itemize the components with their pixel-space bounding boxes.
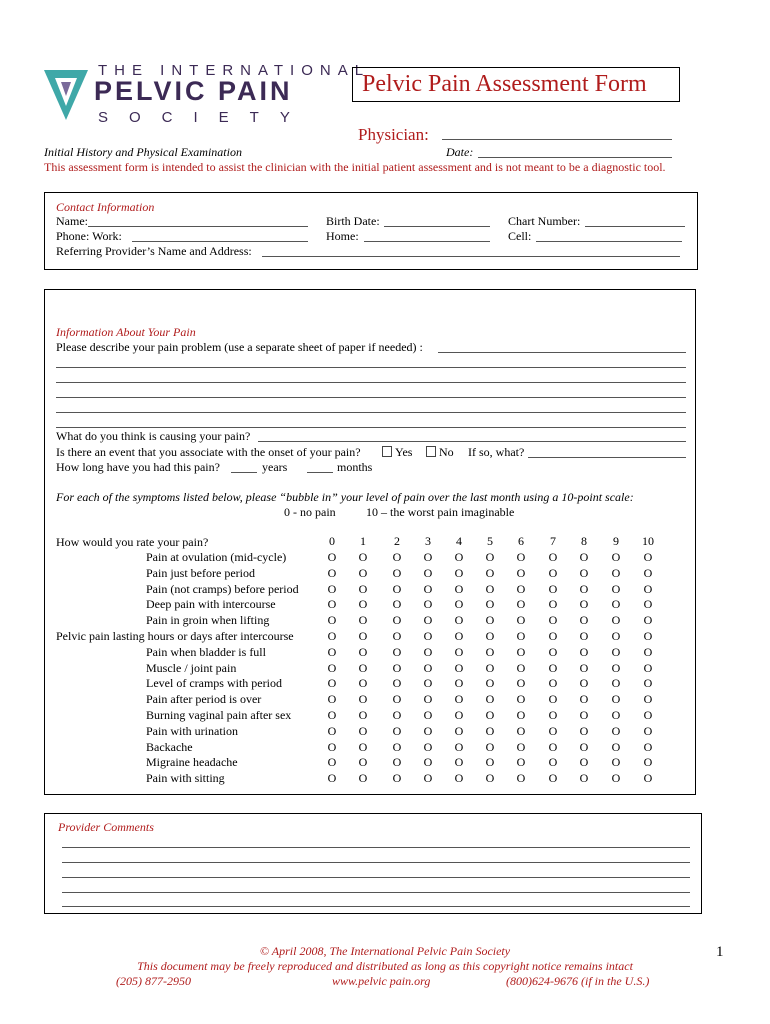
symptom-label: Level of cramps with period (146, 676, 282, 691)
scale-number: 2 (394, 534, 400, 548)
pain-level-bubble[interactable]: O (611, 565, 621, 580)
pain-level-bubble[interactable]: O (516, 676, 526, 691)
pain-level-bubble[interactable]: O (516, 723, 526, 738)
pain-level-bubble[interactable]: O (358, 676, 368, 691)
pain-level-bubble[interactable]: O (392, 755, 402, 770)
pain-level-bubble[interactable]: O (516, 565, 526, 580)
pain-level-bubble[interactable]: O (392, 644, 402, 659)
footer-copyright: © April 2008, The International Pelvic Pain Society (259, 944, 511, 958)
pain-level-bubble[interactable]: O (423, 723, 433, 738)
no-label: No (439, 445, 454, 459)
pain-level-bubble[interactable]: O (548, 550, 558, 564)
chart-number-label: Chart Number: (508, 214, 581, 228)
pain-level-bubble[interactable]: O (327, 644, 337, 659)
logo-line-3: SOCIETY (98, 109, 311, 126)
pain-level-bubble[interactable]: O (454, 723, 464, 738)
pain-level-bubble[interactable]: O (516, 692, 526, 707)
pain-level-bubble[interactable]: O (516, 613, 526, 628)
pain-level-bubble[interactable]: O (579, 739, 589, 754)
if-so-label: If so, what? (468, 445, 525, 459)
pain-level-bubble[interactable]: O (358, 739, 368, 754)
pain-level-bubble[interactable]: O (423, 629, 433, 643)
pain-level-bubble[interactable]: O (643, 723, 653, 738)
contact-heading: Contact Information (56, 200, 155, 214)
pain-level-bubble[interactable]: O (454, 739, 464, 754)
pain-level-bubble[interactable]: O (611, 613, 621, 628)
pain-level-bubble[interactable]: O (454, 565, 464, 580)
years-field[interactable] (231, 472, 257, 473)
scale-number: 8 (581, 534, 587, 548)
pain-level-bubble[interactable]: O (485, 660, 495, 675)
pain-level-bubble[interactable]: O (611, 739, 621, 754)
pain-level-bubble[interactable]: O (454, 581, 464, 596)
subheading: Initial History and Physical Examination (44, 145, 242, 159)
pain-level-bubble[interactable]: O (516, 581, 526, 596)
pain-level-bubble[interactable]: O (611, 597, 621, 612)
pain-level-bubble[interactable]: O (392, 550, 402, 564)
page-number: 1 (716, 944, 724, 960)
symptom-label: Pain (not cramps) before period (146, 581, 299, 596)
pain-level-bubble[interactable]: O (643, 660, 653, 675)
pain-level-bubble[interactable]: O (327, 660, 337, 675)
pain-level-bubble[interactable]: O (327, 739, 337, 754)
phone-work-field[interactable] (132, 241, 308, 242)
cause-label: What do you think is causing your pain? (56, 429, 251, 443)
scale-number: 6 (518, 534, 524, 548)
birth-date-field[interactable] (384, 226, 490, 227)
yes-option[interactable] (382, 445, 412, 460)
pain-level-bubble[interactable]: O (643, 676, 653, 691)
cause-field[interactable] (258, 441, 686, 442)
pain-level-bubble[interactable]: O (358, 550, 368, 564)
scale-number: 9 (613, 534, 619, 548)
pain-level-bubble[interactable]: O (327, 708, 337, 722)
pain-level-bubble[interactable]: O (392, 613, 402, 628)
symptom-label: Backache (146, 739, 193, 754)
pain-level-bubble[interactable]: O (454, 629, 464, 643)
pain-level-bubble[interactable]: O (485, 629, 495, 643)
months-field[interactable] (307, 472, 333, 473)
symptom-label: Pelvic pain lasting hours or days after intercourse (56, 629, 294, 643)
pain-level-bubble[interactable]: O (579, 771, 589, 786)
yes-label: Yes (395, 445, 413, 459)
pain-level-bubble[interactable]: O (579, 692, 589, 707)
pain-level-bubble[interactable]: O (327, 771, 337, 786)
pain-level-bubble[interactable]: O (358, 755, 368, 770)
pain-level-bubble[interactable]: O (423, 771, 433, 786)
pain-level-bubble[interactable]: O (485, 692, 495, 707)
pain-level-bubble[interactable]: O (358, 629, 368, 643)
scale-number: 3 (425, 534, 431, 548)
describe-field[interactable] (438, 352, 686, 353)
pain-level-bubble[interactable]: O (454, 660, 464, 675)
pain-level-bubble[interactable]: O (327, 629, 337, 643)
pain-level-bubble[interactable]: O (579, 613, 589, 628)
pain-level-bubble[interactable]: O (454, 597, 464, 612)
pain-level-bubble[interactable]: O (423, 660, 433, 675)
provider-comment-line[interactable] (62, 906, 690, 907)
no-option[interactable] (426, 445, 454, 460)
pain-level-bubble[interactable]: O (548, 739, 558, 754)
pain-level-bubble[interactable]: O (392, 597, 402, 612)
symptom-label: Deep pain with intercourse (146, 597, 276, 612)
pain-level-bubble[interactable]: O (358, 581, 368, 596)
pain-level-bubble[interactable]: O (327, 676, 337, 691)
name-field[interactable] (88, 226, 308, 227)
pain-level-bubble[interactable]: O (548, 565, 558, 580)
pain-level-bubble[interactable]: O (611, 644, 621, 659)
name-label: Name: (56, 214, 88, 228)
pain-level-bubble[interactable]: O (548, 676, 558, 691)
pain-level-bubble[interactable]: O (579, 723, 589, 738)
pain-level-bubble[interactable]: O (548, 581, 558, 596)
pain-level-bubble[interactable]: O (643, 771, 653, 786)
pain-level-bubble[interactable]: O (392, 660, 402, 675)
pain-level-bubble[interactable]: O (516, 708, 526, 722)
provider-comment-line[interactable] (62, 847, 690, 848)
scale-number: 0 (329, 534, 335, 548)
pain-level-bubble[interactable]: O (485, 597, 495, 612)
pain-level-bubble[interactable]: O (423, 597, 433, 612)
pain-heading: Information About Your Pain (56, 325, 196, 339)
pain-level-bubble[interactable]: O (454, 692, 464, 707)
pain-level-bubble[interactable]: O (643, 629, 653, 643)
pain-level-bubble[interactable]: O (327, 755, 337, 770)
pain-level-bubble[interactable]: O (392, 771, 402, 786)
pain-level-bubble[interactable]: O (423, 692, 433, 707)
pain-level-bubble[interactable]: O (548, 629, 558, 643)
pain-level-bubble[interactable]: O (485, 613, 495, 628)
pain-level-bubble[interactable]: O (643, 597, 653, 612)
if-so-field[interactable] (528, 457, 686, 458)
home-label: Home: (326, 229, 359, 243)
pain-level-bubble[interactable]: O (327, 597, 337, 612)
referring-field[interactable] (262, 256, 680, 257)
phone-work-label: Phone: Work: (56, 229, 122, 243)
describe-line[interactable] (56, 427, 686, 428)
pain-level-bubble[interactable]: O (485, 676, 495, 691)
pain-level-bubble[interactable]: O (454, 613, 464, 628)
pain-level-bubble[interactable]: O (548, 708, 558, 722)
describe-line[interactable] (56, 397, 686, 398)
pain-level-bubble[interactable]: O (579, 629, 589, 643)
date-label: Date: (446, 145, 474, 159)
pain-level-bubble[interactable]: O (548, 644, 558, 659)
symptom-label: Pain in groin when lifting (146, 613, 270, 628)
home-field[interactable] (364, 241, 490, 242)
pain-level-bubble[interactable]: O (485, 755, 495, 770)
pain-level-bubble[interactable]: O (579, 708, 589, 722)
pain-level-bubble[interactable]: O (327, 565, 337, 580)
months-label: months (337, 460, 373, 474)
pain-level-bubble[interactable]: O (423, 739, 433, 754)
pain-level-bubble[interactable]: O (392, 723, 402, 738)
pain-level-bubble[interactable]: O (643, 565, 653, 580)
chart-number-field[interactable] (585, 226, 685, 227)
pain-level-bubble[interactable]: O (454, 644, 464, 659)
describe-line[interactable] (56, 382, 686, 383)
pain-level-bubble[interactable]: O (358, 771, 368, 786)
pain-level-bubble[interactable]: O (392, 581, 402, 596)
pain-level-bubble[interactable]: O (327, 613, 337, 628)
scale-number: 4 (456, 534, 462, 548)
footer-website[interactable]: www.pelvic pain.org (332, 974, 431, 988)
pain-level-bubble[interactable]: O (611, 676, 621, 691)
pain-level-bubble[interactable]: O (579, 565, 589, 580)
pain-level-bubble[interactable]: O (611, 708, 621, 722)
describe-label: Please describe your pain problem (use a separate sheet of paper if needed) : (56, 340, 423, 354)
scale-number: 1 (360, 534, 366, 548)
symptom-label: Migraine headache (146, 755, 238, 770)
page-title: Pelvic Pain Assessment Form (362, 71, 647, 97)
footer-phone-2: (800)624-9676 (if in the U.S.) (506, 974, 650, 988)
provider-comment-line[interactable] (62, 892, 690, 893)
pain-level-bubble[interactable]: O (579, 550, 589, 564)
logo-line-2: PELVIC PAIN (94, 76, 293, 106)
pain-level-bubble[interactable]: O (611, 581, 621, 596)
pain-level-bubble[interactable]: O (611, 660, 621, 675)
pain-level-bubble[interactable]: O (643, 692, 653, 707)
pain-level-bubble[interactable]: O (643, 644, 653, 659)
pain-level-bubble[interactable]: O (643, 550, 653, 564)
pain-level-bubble[interactable]: O (327, 723, 337, 738)
pain-level-bubble[interactable]: O (454, 708, 464, 722)
pain-level-bubble[interactable]: O (548, 755, 558, 770)
pain-level-bubble[interactable]: O (485, 708, 495, 722)
pain-level-bubble[interactable]: O (643, 708, 653, 722)
physician-label: Physician: (358, 125, 429, 144)
pain-level-bubble[interactable]: O (548, 613, 558, 628)
pain-level-bubble[interactable]: O (358, 644, 368, 659)
pain-level-bubble[interactable]: O (327, 581, 337, 596)
pain-level-bubble[interactable]: O (358, 597, 368, 612)
symptom-label: Pain with sitting (146, 771, 225, 786)
years-label: years (262, 460, 288, 474)
pain-level-bubble[interactable]: O (392, 629, 402, 643)
pain-level-bubble[interactable]: O (516, 771, 526, 786)
pain-level-bubble[interactable]: O (516, 629, 526, 643)
pain-level-bubble[interactable]: O (327, 692, 337, 707)
scale-instructions: For each of the symptoms listed below, please “bubble in” your level of pain over the last month using a 10-point scale: (56, 490, 634, 504)
pain-level-bubble[interactable]: O (579, 755, 589, 770)
scale-legend-high: 10 – the worst pain imaginable (366, 505, 515, 519)
pain-level-bubble[interactable]: O (579, 644, 589, 659)
pain-level-bubble[interactable]: O (392, 708, 402, 722)
footer-phone-1: (205) 877-2950 (116, 974, 191, 988)
event-question: Is there an event that you associate with the onset of your pain? (56, 445, 361, 459)
pain-level-bubble[interactable]: O (548, 692, 558, 707)
no-checkbox[interactable] (426, 446, 436, 457)
pain-level-bubble[interactable]: O (358, 708, 368, 722)
scale-number: 5 (487, 534, 493, 548)
pain-level-bubble[interactable]: O (454, 771, 464, 786)
symptom-label: Pain just before period (146, 565, 255, 580)
pain-level-bubble[interactable]: O (423, 581, 433, 596)
pain-level-bubble[interactable]: O (611, 723, 621, 738)
birth-date-label: Birth Date: (326, 214, 380, 228)
footer-notice: This document may be freely reproduced and distributed as long as this copyright notice remains intact (137, 959, 633, 973)
pain-level-bubble[interactable]: O (423, 644, 433, 659)
pain-level-bubble[interactable]: O (423, 613, 433, 628)
pain-level-bubble[interactable]: O (423, 708, 433, 722)
pain-level-bubble[interactable]: O (516, 550, 526, 564)
pain-level-bubble[interactable]: O (454, 755, 464, 770)
pain-level-bubble[interactable]: O (516, 644, 526, 659)
pain-level-bubble[interactable]: O (392, 739, 402, 754)
pain-level-bubble[interactable]: O (485, 581, 495, 596)
pain-level-bubble[interactable]: O (579, 597, 589, 612)
pain-level-bubble[interactable]: O (358, 692, 368, 707)
disclaimer: This assessment form is intended to assist the clinician with the initial patient assessment and is not meant to be a diagnostic tool. (44, 160, 666, 174)
pain-level-bubble[interactable]: O (548, 597, 558, 612)
pain-level-bubble[interactable]: O (516, 660, 526, 675)
pain-level-bubble[interactable]: O (548, 660, 558, 675)
provider-comment-line[interactable] (62, 862, 690, 863)
scale-number: 7 (550, 534, 556, 548)
pain-level-bubble[interactable]: O (358, 723, 368, 738)
pain-level-bubble[interactable]: O (611, 629, 621, 643)
rate-label: How would you rate your pain? (56, 535, 209, 549)
pain-level-bubble[interactable]: O (548, 771, 558, 786)
pain-level-bubble[interactable]: O (423, 550, 433, 564)
pain-level-bubble[interactable]: O (392, 565, 402, 580)
pain-level-bubble[interactable]: O (611, 771, 621, 786)
pain-level-bubble[interactable]: O (358, 565, 368, 580)
pain-level-bubble[interactable]: O (485, 644, 495, 659)
pain-level-bubble[interactable]: O (643, 739, 653, 754)
pain-level-bubble[interactable]: O (643, 581, 653, 596)
provider-heading: Provider Comments (58, 820, 154, 834)
describe-line[interactable] (56, 412, 686, 413)
pain-level-bubble[interactable]: O (454, 676, 464, 691)
how-long-label: How long have you had this pain? (56, 460, 220, 474)
pain-level-bubble[interactable]: O (516, 739, 526, 754)
symptom-label: Burning vaginal pain after sex (146, 708, 292, 722)
pain-level-bubble[interactable]: O (358, 613, 368, 628)
pain-level-bubble[interactable]: O (611, 550, 621, 564)
pain-level-bubble[interactable]: O (485, 771, 495, 786)
scale-number: 10 (642, 534, 654, 548)
pain-level-bubble[interactable]: O (392, 676, 402, 691)
pain-level-bubble[interactable]: O (423, 755, 433, 770)
pain-level-bubble[interactable]: O (485, 723, 495, 738)
pain-level-bubble[interactable]: O (516, 597, 526, 612)
pain-level-bubble[interactable]: O (454, 550, 464, 564)
referring-label: Referring Provider’s Name and Address: (56, 244, 252, 258)
symptom-label: Pain after period is over (146, 692, 262, 707)
pain-level-bubble[interactable]: O (643, 755, 653, 770)
pain-level-bubble[interactable]: O (579, 660, 589, 675)
symptom-label: Muscle / joint pain (146, 660, 237, 675)
symptom-label: Pain when bladder is full (146, 644, 266, 659)
pain-level-bubble[interactable]: O (643, 613, 653, 628)
pain-level-bubble[interactable]: O (392, 692, 402, 707)
pain-level-bubble[interactable]: O (485, 739, 495, 754)
pain-level-bubble[interactable]: O (611, 755, 621, 770)
pain-level-bubble[interactable]: O (358, 660, 368, 675)
pain-level-bubble[interactable]: O (327, 550, 337, 564)
logo-line-1: THE INTERNATIONAL (98, 62, 371, 79)
pain-level-bubble[interactable]: O (485, 550, 495, 564)
pain-level-bubble[interactable]: O (423, 565, 433, 580)
provider-comment-line[interactable] (62, 877, 690, 878)
pain-level-bubble[interactable]: O (423, 676, 433, 691)
scale-legend-low: 0 - no pain (284, 505, 336, 519)
pain-level-bubble[interactable]: O (548, 723, 558, 738)
physician-field[interactable] (442, 139, 672, 140)
pain-level-bubble[interactable]: O (579, 581, 589, 596)
pain-level-bubble[interactable]: O (516, 755, 526, 770)
symptom-label: Pain with urination (146, 723, 238, 738)
society-logo-icon (44, 66, 88, 122)
date-field[interactable] (478, 157, 672, 158)
describe-line[interactable] (56, 367, 686, 368)
pain-level-bubble[interactable]: O (611, 692, 621, 707)
symptom-label: Pain at ovulation (mid-cycle) (146, 550, 287, 564)
pain-level-bubble[interactable]: O (485, 565, 495, 580)
cell-label: Cell: (508, 229, 532, 243)
pain-level-bubble[interactable]: O (579, 676, 589, 691)
yes-checkbox[interactable] (382, 446, 392, 457)
cell-field[interactable] (536, 241, 682, 242)
